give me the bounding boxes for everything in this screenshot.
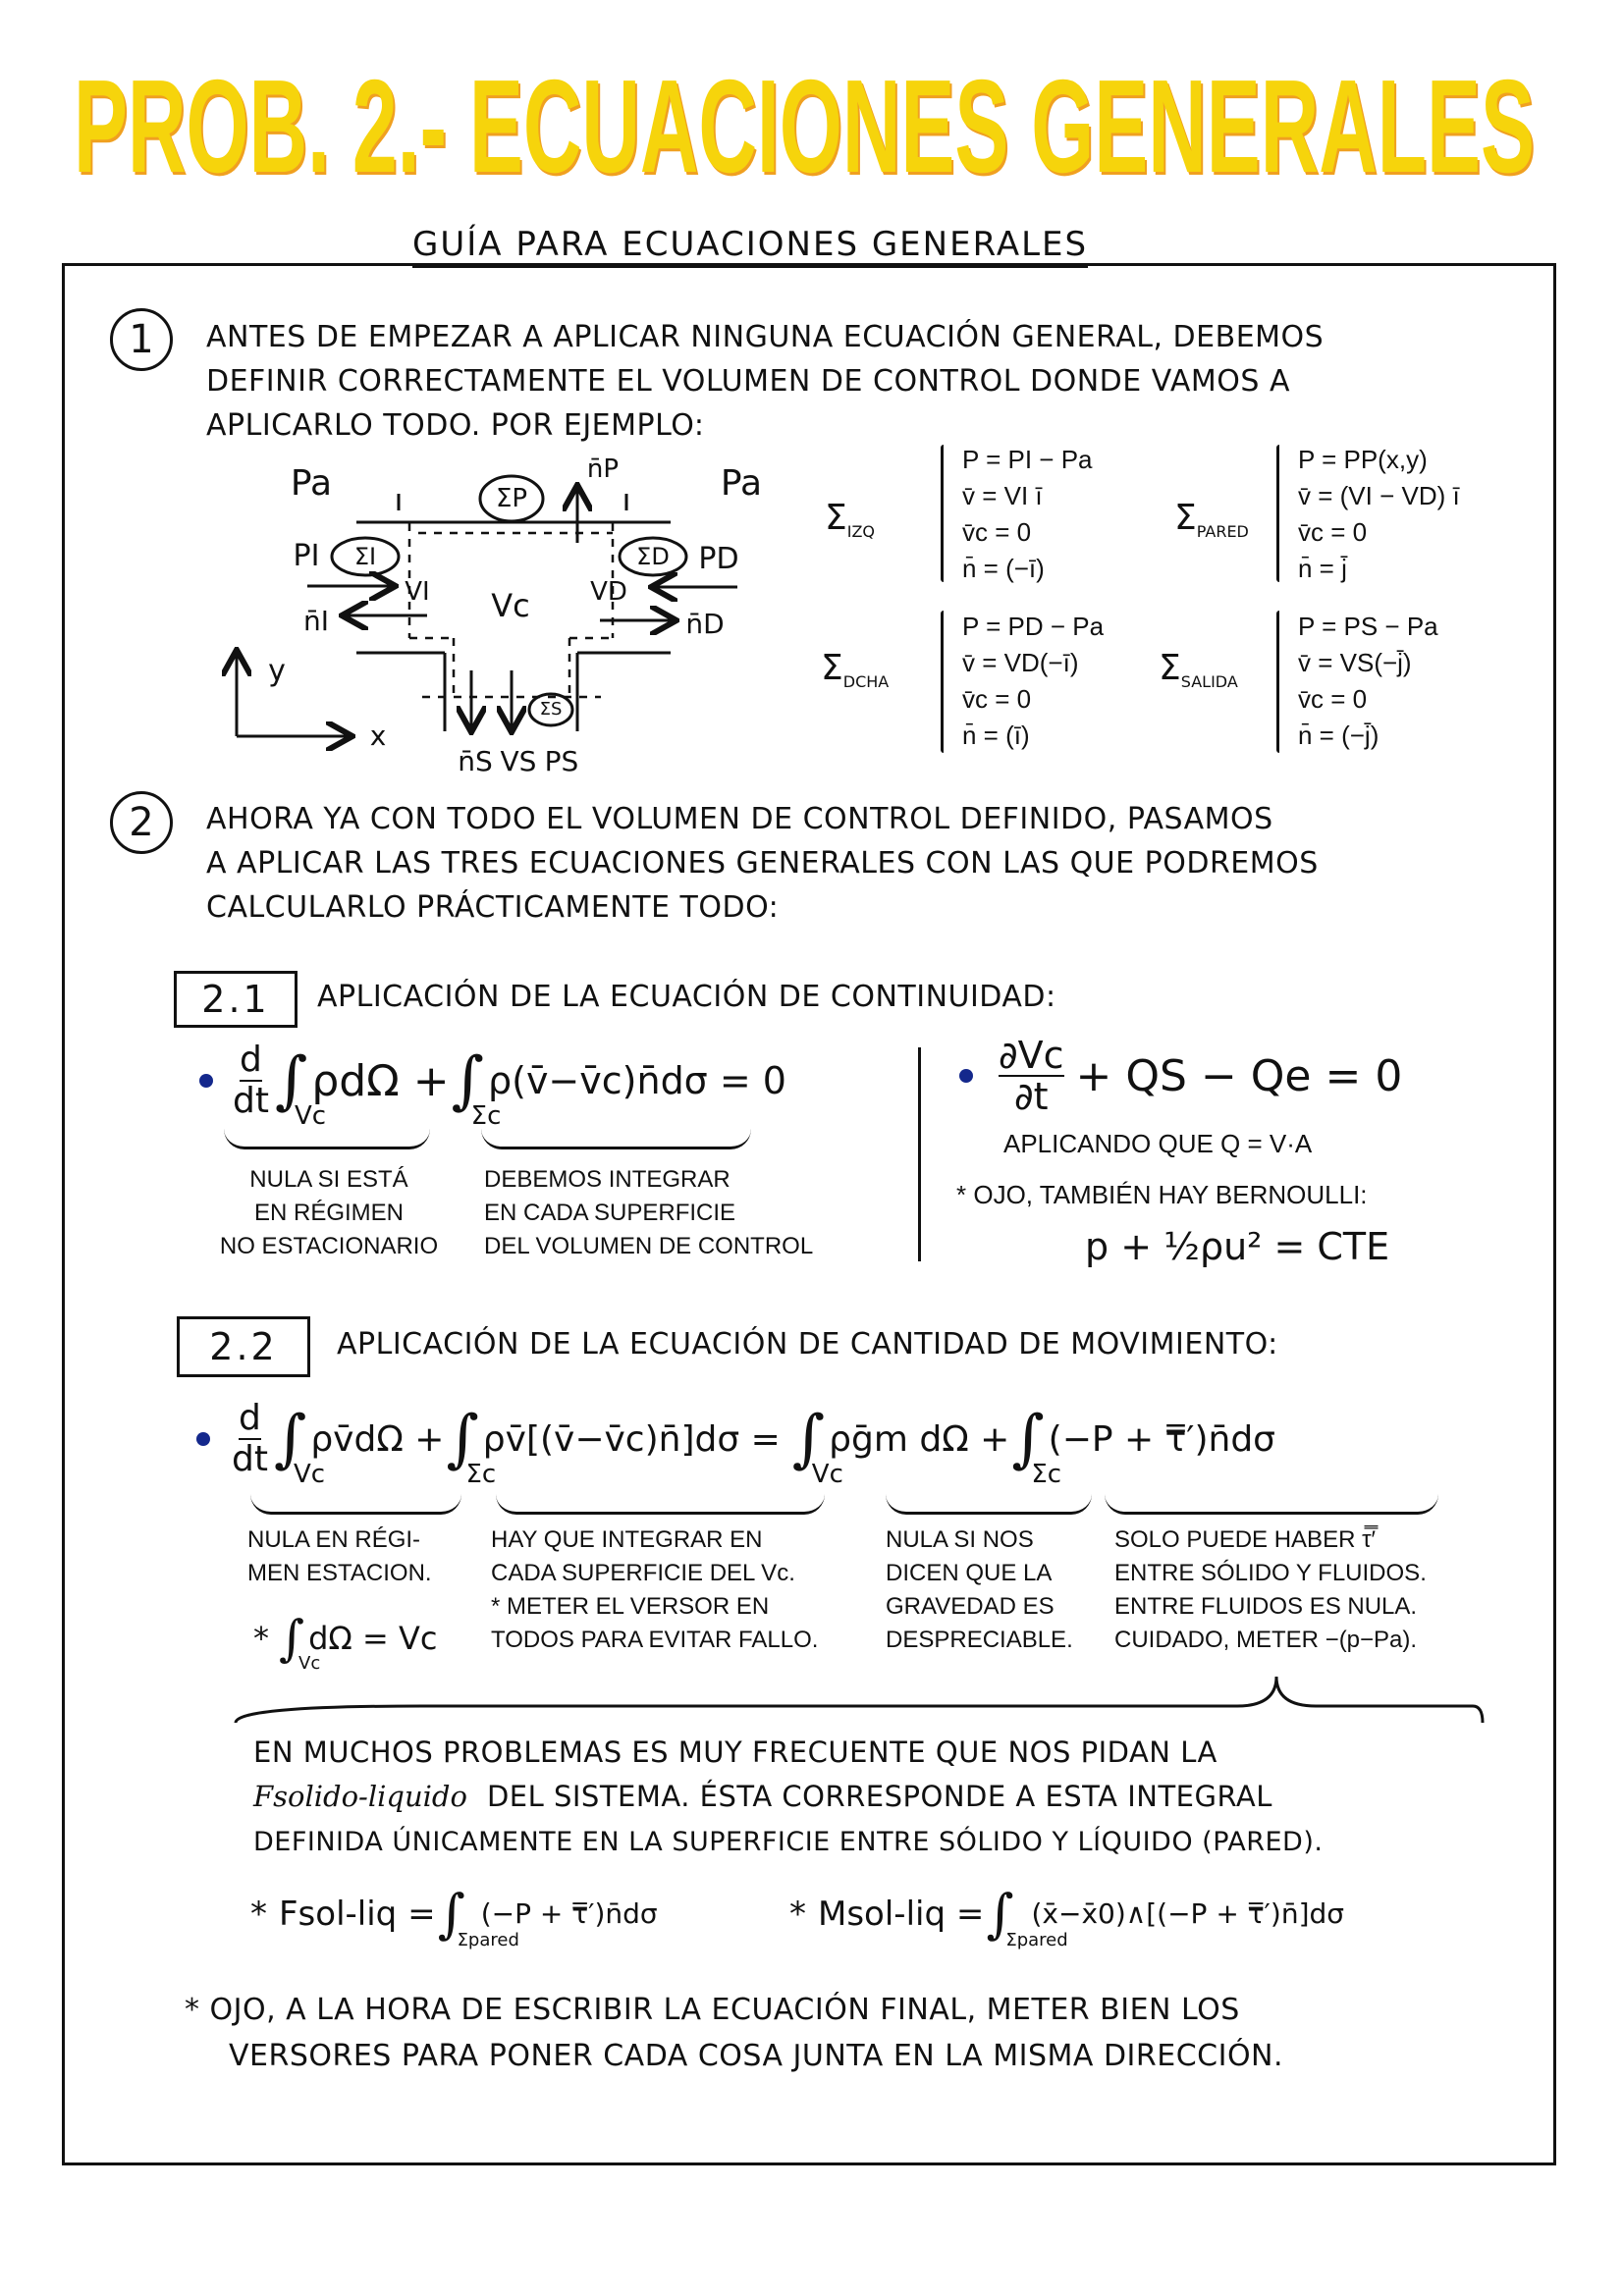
momentum-note-gravity: NULA SI NOS DICEN QUE LA GRAVEDAD ES DESPRECIABLE. [886, 1526, 1073, 1653]
boundary-brace [941, 611, 944, 753]
section-2-2-heading: APLICACIÓN DE LA ECUACIÓN DE CANTIDAD DE MOVIMIENTO: [337, 1327, 1278, 1362]
boundary-brace [941, 445, 944, 582]
step-2-line: CALCULARLO PRÁCTICAMENTE TODO: [206, 890, 780, 925]
boundary-line: P = PD − Pa [962, 612, 1105, 641]
label-n-d: n̄D [685, 608, 725, 640]
boundary-line: n̄ = j̄ [1298, 554, 1347, 583]
boundary-brace [1276, 611, 1279, 753]
step-1-marker: 1 [110, 308, 173, 371]
summary-line-2 [253, 1780, 1272, 1813]
boundary-label-dcha: $\Sigma_{DCHA}$ [821, 647, 890, 692]
momentum-equation: $\frac{d}{dt}$ ∫ Vc ρv̄dΩ + ∫ Σc ρv̄[(v̄−v̄c)n̄]dσ = ∫ Vc ρḡm dΩ + ∫ Σc (−P + τ̿′)n̄dσ [196, 1399, 1275, 1479]
section-2-1-number: 2.1 [174, 971, 298, 1028]
label-sigma-d: ΣD [636, 543, 670, 570]
boundary-line: P = PS − Pa [1298, 612, 1438, 641]
summary-brace [226, 1669, 1492, 1728]
summary-line: DEFINIDA ÚNICAMENTE EN LA SUPERFICIE ENTRE SÓLIDO Y LÍQUIDO (PARED). [253, 1827, 1324, 1857]
momentum-note-integrate: HAY QUE INTEGRAR EN CADA SUPERFICIE DEL Vc. * METER EL VERSOR EN TODOS PARA EVITAR FALLO. [491, 1526, 819, 1653]
label-pa-right: Pa [720, 463, 763, 504]
bernoulli-note: * OJO, TAMBIÉN HAY BERNOULLI: [956, 1180, 1368, 1209]
label-axis-x: x [369, 720, 387, 752]
continuity-note-integrate: DEBEMOS INTEGRAR EN CADA SUPERFICIE DEL VOLUMEN DE CONTROL [484, 1166, 814, 1259]
force-formula: * Fsol-liq = ∫ Σpared (−P + τ̿′)n̄dσ [250, 1883, 658, 1950]
bullet [959, 1069, 973, 1083]
boundary-line: v̄ = VI ī [962, 481, 1043, 510]
step-1-line: ANTES DE EMPEZAR A APLICAR NINGUNA ECUACIÓN GENERAL, DEBEMOS [206, 320, 1325, 354]
label-p-s: PS [544, 745, 579, 777]
underbrace [250, 1494, 461, 1515]
label-n-i: n̄I [302, 605, 330, 637]
applying-flow-rate: APLICANDO QUE Q = V·A [1003, 1129, 1313, 1158]
boundary-line: v̄ = VD(−ī) [962, 648, 1079, 677]
section-2-2-number: 2.2 [177, 1316, 310, 1377]
boundary-line: n̄ = (−ī) [962, 554, 1045, 583]
final-note-line: * OJO, A LA HORA DE ESCRIBIR LA ECUACIÓN FINAL, METER BIEN LOS [185, 1993, 1240, 2027]
label-n-p: n̄P [586, 454, 620, 484]
section-2-1-heading: APLICACIÓN DE LA ECUACIÓN DE CONTINUIDAD: [317, 980, 1056, 1014]
guide-subtitle: GUÍA PARA ECUACIONES GENERALES [412, 224, 1088, 268]
step-2-line: A APLICAR LAS TRES ECUACIONES GENERALES CON LAS QUE PODREMOS [206, 846, 1319, 881]
label-p-d: PD [698, 542, 739, 576]
boundary-line: v̄c = 0 [1298, 684, 1368, 714]
label-p-i: PI [293, 539, 320, 573]
boundary-label-salida: $\Sigma_{SALIDA}$ [1159, 647, 1238, 692]
summary-line-2-text: DEL SISTEMA. ÉSTA CORRESPONDE A ESTA INTEGRAL [486, 1780, 1272, 1813]
summary-line: EN MUCHOS PROBLEMAS ES MUY FRECUENTE QUE NOS PIDAN LA [253, 1735, 1217, 1769]
momentum-note-steady: NULA EN RÉGI- MEN ESTACION. [247, 1526, 432, 1586]
boundary-line: P = PP(x,y) [1298, 445, 1428, 474]
label-sigma-i: ΣI [353, 543, 377, 570]
bernoulli-equation: p + ½ρu² = CTE [1085, 1225, 1390, 1268]
bullet [196, 1432, 210, 1446]
boundary-line: v̄ = (VI − VD) ī [1298, 481, 1460, 510]
boundary-label-pared: $\Sigma_{PARED}$ [1174, 497, 1249, 542]
step-2-line: AHORA YA CON TODO EL VOLUMEN DE CONTROL DEFINIDO, PASAMOS [206, 802, 1273, 836]
step-1-line: APLICARLO TODO. POR EJEMPLO: [206, 408, 705, 443]
underbrace [1105, 1494, 1438, 1515]
moment-formula: * Msol-liq = ∫ Σpared (x̄−x̄0)∧[(−P + τ̿′)n̄]dσ [789, 1883, 1345, 1950]
boundary-label-izq: $\Sigma_{IZQ}$ [825, 497, 876, 542]
bullet [199, 1074, 213, 1088]
boundary-line: v̄c = 0 [962, 517, 1032, 547]
continuity-equation: $\frac{d}{dt}$ ∫ Vc ρdΩ + ∫ Σc ρ(v̄−v̄c)n̄dσ = 0 [199, 1041, 786, 1121]
continuity-note-unsteady: NULA SI ESTÁ EN RÉGIMEN NO ESTACIONARIO [219, 1166, 439, 1259]
label-sigma-p: ΣP [495, 484, 528, 513]
label-axis-y: y [268, 654, 286, 688]
volume-integral-note: * ∫ Vc dΩ = Vc [253, 1610, 438, 1674]
boundary-line: v̄c = 0 [962, 684, 1032, 714]
underbrace [224, 1129, 430, 1149]
underbrace [496, 1494, 825, 1515]
boundary-line: v̄c = 0 [1298, 517, 1368, 547]
underbrace [481, 1129, 751, 1149]
boundary-brace [1276, 445, 1279, 582]
label-v-c: Vc [491, 587, 530, 624]
boundary-line: n̄ = (−j̄) [1298, 721, 1380, 750]
page-title: PROB. 2.- ECUACIONES GENERALES [74, 52, 1535, 196]
label-v-i: VI [405, 577, 430, 607]
control-volume-diagram [0, 0, 884, 805]
final-note-line: VERSORES PARA PONER CADA COSA JUNTA EN LA MISMA DIRECCIÓN. [229, 2039, 1284, 2073]
force-name: Fsolido-liquido [253, 1780, 467, 1813]
step-1-line: DEFINIR CORRECTAMENTE EL VOLUMEN DE CONTROL DONDE VAMOS A [206, 364, 1291, 399]
label-pa-left: Pa [290, 463, 333, 504]
continuity-equation-simplified: $\frac{\partial Vc}{\partial t}$ + QS − Qe = 0 [959, 1036, 1402, 1116]
label-sigma-s: ΣS [539, 699, 563, 720]
label-v-d: VD [590, 577, 627, 607]
label-v-s: VS [500, 745, 537, 777]
boundary-line: v̄ = VS(−j̄) [1298, 648, 1412, 677]
label-n-s: n̄S [458, 745, 493, 777]
momentum-note-stress: SOLO PUEDE HABER τ̿′ ENTRE SÓLIDO Y FLUIDOS. ENTRE FLUIDOS ES NULA. CUIDADO, METER −(p−Pa). [1114, 1526, 1427, 1653]
boundary-line: P = PI − Pa [962, 445, 1093, 474]
boundary-line: n̄ = (ī) [962, 721, 1030, 750]
column-divider [918, 1047, 921, 1261]
underbrace [886, 1494, 1092, 1515]
step-2-marker: 2 [110, 791, 173, 854]
